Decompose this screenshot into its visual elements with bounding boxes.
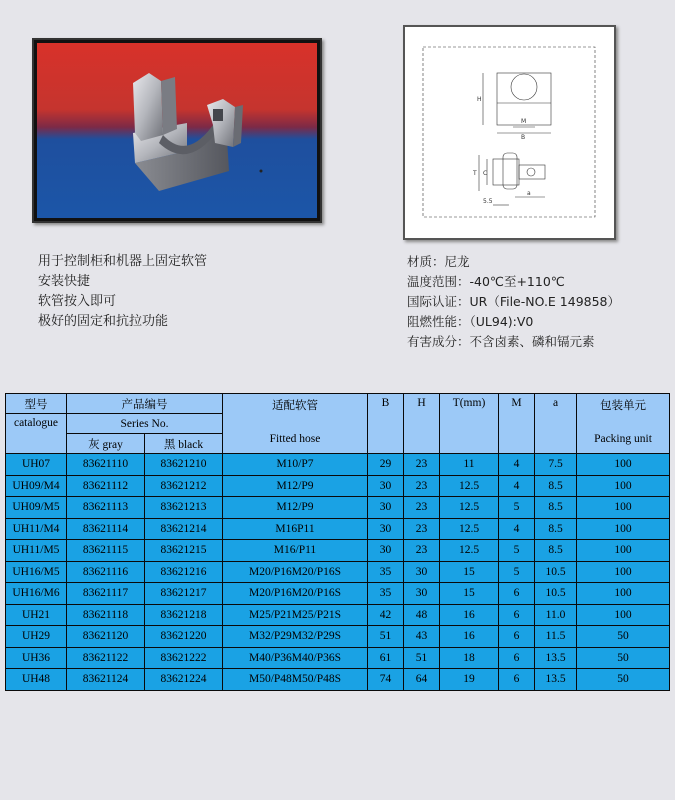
cell-b: 42 — [368, 604, 404, 626]
table-row — [6, 454, 670, 476]
cell-type: UH16/M6 — [6, 583, 67, 605]
dim-b-label: B — [521, 134, 526, 141]
cell-black-no: 83621216 — [145, 561, 223, 583]
cell-m: 6 — [499, 647, 535, 669]
table-header — [6, 394, 670, 454]
cell-m: 5 — [499, 540, 535, 562]
cell-gray-no: 83621118 — [67, 604, 145, 626]
table-row — [6, 669, 670, 691]
cell-h: 51 — [404, 647, 440, 669]
spec-line: 国际认证：UR（File-NO.E 149858） — [407, 294, 621, 309]
dim-c-label: C — [483, 170, 488, 177]
cell-a: 13.5 — [535, 669, 577, 691]
table-row — [6, 604, 670, 626]
cell-t: 12.5 — [440, 518, 499, 540]
cell-hose: M20/P16M20/P16S — [223, 561, 368, 583]
cell-m: 6 — [499, 583, 535, 605]
cell-type: UH11/M4 — [6, 518, 67, 540]
cell-gray-no: 83621117 — [67, 583, 145, 605]
cell-a: 8.5 — [535, 497, 577, 519]
header-no-en: Series No. — [67, 414, 223, 434]
cell-type: UH11/M5 — [6, 540, 67, 562]
header-pack-spacer — [577, 413, 669, 433]
cell-black-no: 83621215 — [145, 540, 223, 562]
hose-holder-image — [37, 43, 317, 218]
cell-pack: 100 — [577, 497, 670, 519]
spec-line: 有害成分：不含卤素、磷和镉元素 — [407, 334, 595, 349]
cell-t: 19 — [440, 669, 499, 691]
cell-b: 61 — [368, 647, 404, 669]
cell-m: 4 — [499, 518, 535, 540]
cell-t: 18 — [440, 647, 499, 669]
cell-black-no: 83621212 — [145, 475, 223, 497]
cell-black-no: 83621224 — [145, 669, 223, 691]
feature-line: 软管按入即可 — [38, 294, 117, 309]
cell-black-no: 83621218 — [145, 604, 223, 626]
cell-gray-no: 83621115 — [67, 540, 145, 562]
dim-a-label: a — [527, 190, 531, 197]
cell-t: 15 — [440, 583, 499, 605]
cell-gray-no: 83621110 — [67, 454, 145, 476]
cell-type: UH29 — [6, 626, 67, 648]
table-row — [6, 518, 670, 540]
cell-hose: M16/P11 — [223, 540, 368, 562]
cell-black-no: 83621220 — [145, 626, 223, 648]
product-table — [5, 393, 670, 691]
dim-m-label: M — [521, 118, 527, 125]
cell-b: 30 — [368, 540, 404, 562]
cell-black-no: 83621217 — [145, 583, 223, 605]
cell-pack: 50 — [577, 647, 670, 669]
cell-h: 30 — [404, 583, 440, 605]
cell-b: 30 — [368, 475, 404, 497]
header-t: T(mm) — [440, 394, 499, 454]
cell-m: 6 — [499, 626, 535, 648]
cell-type: UH09/M5 — [6, 497, 67, 519]
cell-hose: M20/P16M20/P16S — [223, 583, 368, 605]
header-b: B — [368, 394, 404, 454]
dim-h-label: H — [477, 96, 482, 103]
header-pack-en: Packing unit — [594, 433, 652, 445]
header-type-en: catalogue — [6, 414, 67, 454]
dimension-drawing — [405, 27, 614, 238]
cell-a: 11.0 — [535, 604, 577, 626]
table-row — [6, 583, 670, 605]
spec-line: 温度范围：-40℃至+110℃ — [407, 274, 565, 289]
table-row — [6, 647, 670, 669]
cell-gray-no: 83621124 — [67, 669, 145, 691]
cell-h: 23 — [404, 454, 440, 476]
cell-type: UH36 — [6, 647, 67, 669]
technical-drawing-frame — [403, 25, 616, 240]
header-h: H — [404, 394, 440, 454]
cell-b: 30 — [368, 497, 404, 519]
cell-h: 64 — [404, 669, 440, 691]
cell-hose: M50/P48M50/P48S — [223, 669, 368, 691]
cell-m: 5 — [499, 497, 535, 519]
cell-m: 4 — [499, 454, 535, 476]
cell-h: 30 — [404, 561, 440, 583]
product-photo-frame — [32, 38, 322, 223]
cell-a: 7.5 — [535, 454, 577, 476]
cell-pack: 100 — [577, 518, 670, 540]
cell-hose: M12/P9 — [223, 475, 368, 497]
cell-black-no: 83621210 — [145, 454, 223, 476]
cell-t: 11 — [440, 454, 499, 476]
cell-pack: 100 — [577, 540, 670, 562]
cell-h: 23 — [404, 540, 440, 562]
cell-a: 8.5 — [535, 475, 577, 497]
cell-a: 10.5 — [535, 583, 577, 605]
cell-type: UH09/M4 — [6, 475, 67, 497]
cell-t: 16 — [440, 604, 499, 626]
cell-gray-no: 83621120 — [67, 626, 145, 648]
cell-hose: M12/P9 — [223, 497, 368, 519]
cell-gray-no: 83621116 — [67, 561, 145, 583]
cell-hose: M32/P29M32/P29S — [223, 626, 368, 648]
cell-type: UH21 — [6, 604, 67, 626]
feature-list — [38, 252, 207, 332]
cell-hose: M40/P36M40/P36S — [223, 647, 368, 669]
header-hose-cn: 适配软管 — [272, 400, 318, 412]
cell-t: 12.5 — [440, 475, 499, 497]
table-row — [6, 475, 670, 497]
cell-pack: 100 — [577, 561, 670, 583]
cell-t: 16 — [440, 626, 499, 648]
cell-a: 11.5 — [535, 626, 577, 648]
cell-black-no: 83621214 — [145, 518, 223, 540]
header-hose-spacer — [223, 413, 367, 433]
dim-t-label: T — [473, 170, 477, 177]
header-gray: 灰 gray — [67, 434, 145, 454]
feature-line: 安装快捷 — [38, 274, 91, 289]
cell-b: 51 — [368, 626, 404, 648]
header-a: a — [535, 394, 577, 454]
cell-black-no: 83621222 — [145, 647, 223, 669]
cell-h: 43 — [404, 626, 440, 648]
header-no-cn: 产品编号 — [67, 394, 223, 414]
header-pack-cn: 包装单元 — [600, 400, 646, 412]
product-photo — [37, 43, 317, 218]
cell-hose: M25/P21M25/P21S — [223, 604, 368, 626]
cell-pack: 50 — [577, 626, 670, 648]
cell-t: 12.5 — [440, 497, 499, 519]
dim-5-5-label: 5.5 — [483, 198, 493, 205]
cell-a: 13.5 — [535, 647, 577, 669]
cell-gray-no: 83621114 — [67, 518, 145, 540]
cell-gray-no: 83621112 — [67, 475, 145, 497]
cell-pack: 100 — [577, 604, 670, 626]
cell-a: 10.5 — [535, 561, 577, 583]
cell-black-no: 83621213 — [145, 497, 223, 519]
table-row — [6, 561, 670, 583]
cell-m: 6 — [499, 604, 535, 626]
cell-pack: 100 — [577, 475, 670, 497]
cell-b: 35 — [368, 561, 404, 583]
cell-hose: M16P11 — [223, 518, 368, 540]
header-type-cn: 型号 — [6, 394, 67, 414]
cell-h: 23 — [404, 518, 440, 540]
spec-list — [407, 252, 620, 352]
cell-b: 29 — [368, 454, 404, 476]
cell-type: UH16/M5 — [6, 561, 67, 583]
table-body — [6, 454, 670, 691]
cell-b: 30 — [368, 518, 404, 540]
cell-h: 48 — [404, 604, 440, 626]
cell-type: UH48 — [6, 669, 67, 691]
feature-line: 用于控制柜和机器上固定软管 — [38, 254, 208, 269]
header-m: M — [499, 394, 535, 454]
cell-m: 5 — [499, 561, 535, 583]
cell-t: 12.5 — [440, 540, 499, 562]
cell-a: 8.5 — [535, 540, 577, 562]
header-hose-en: Fitted hose — [269, 433, 321, 445]
spec-line: 材质：尼龙 — [407, 254, 470, 269]
header-pack — [577, 394, 670, 454]
cell-pack: 100 — [577, 583, 670, 605]
feature-line: 极好的固定和抗拉功能 — [38, 314, 169, 329]
cell-h: 23 — [404, 497, 440, 519]
header-hose — [223, 394, 368, 454]
cell-gray-no: 83621113 — [67, 497, 145, 519]
cell-h: 23 — [404, 475, 440, 497]
cell-b: 74 — [368, 669, 404, 691]
header-black: 黑 black — [145, 434, 223, 454]
cell-hose: M10/P7 — [223, 454, 368, 476]
table-row — [6, 540, 670, 562]
cell-pack: 100 — [577, 454, 670, 476]
cell-m: 6 — [499, 669, 535, 691]
cell-t: 15 — [440, 561, 499, 583]
cell-m: 4 — [499, 475, 535, 497]
cell-gray-no: 83621122 — [67, 647, 145, 669]
cell-pack: 50 — [577, 669, 670, 691]
table-row — [6, 497, 670, 519]
spec-line: 阻燃性能：（UL94):V0 — [407, 314, 534, 329]
cell-a: 8.5 — [535, 518, 577, 540]
cell-b: 35 — [368, 583, 404, 605]
table-row — [6, 626, 670, 648]
cell-type: UH07 — [6, 454, 67, 476]
